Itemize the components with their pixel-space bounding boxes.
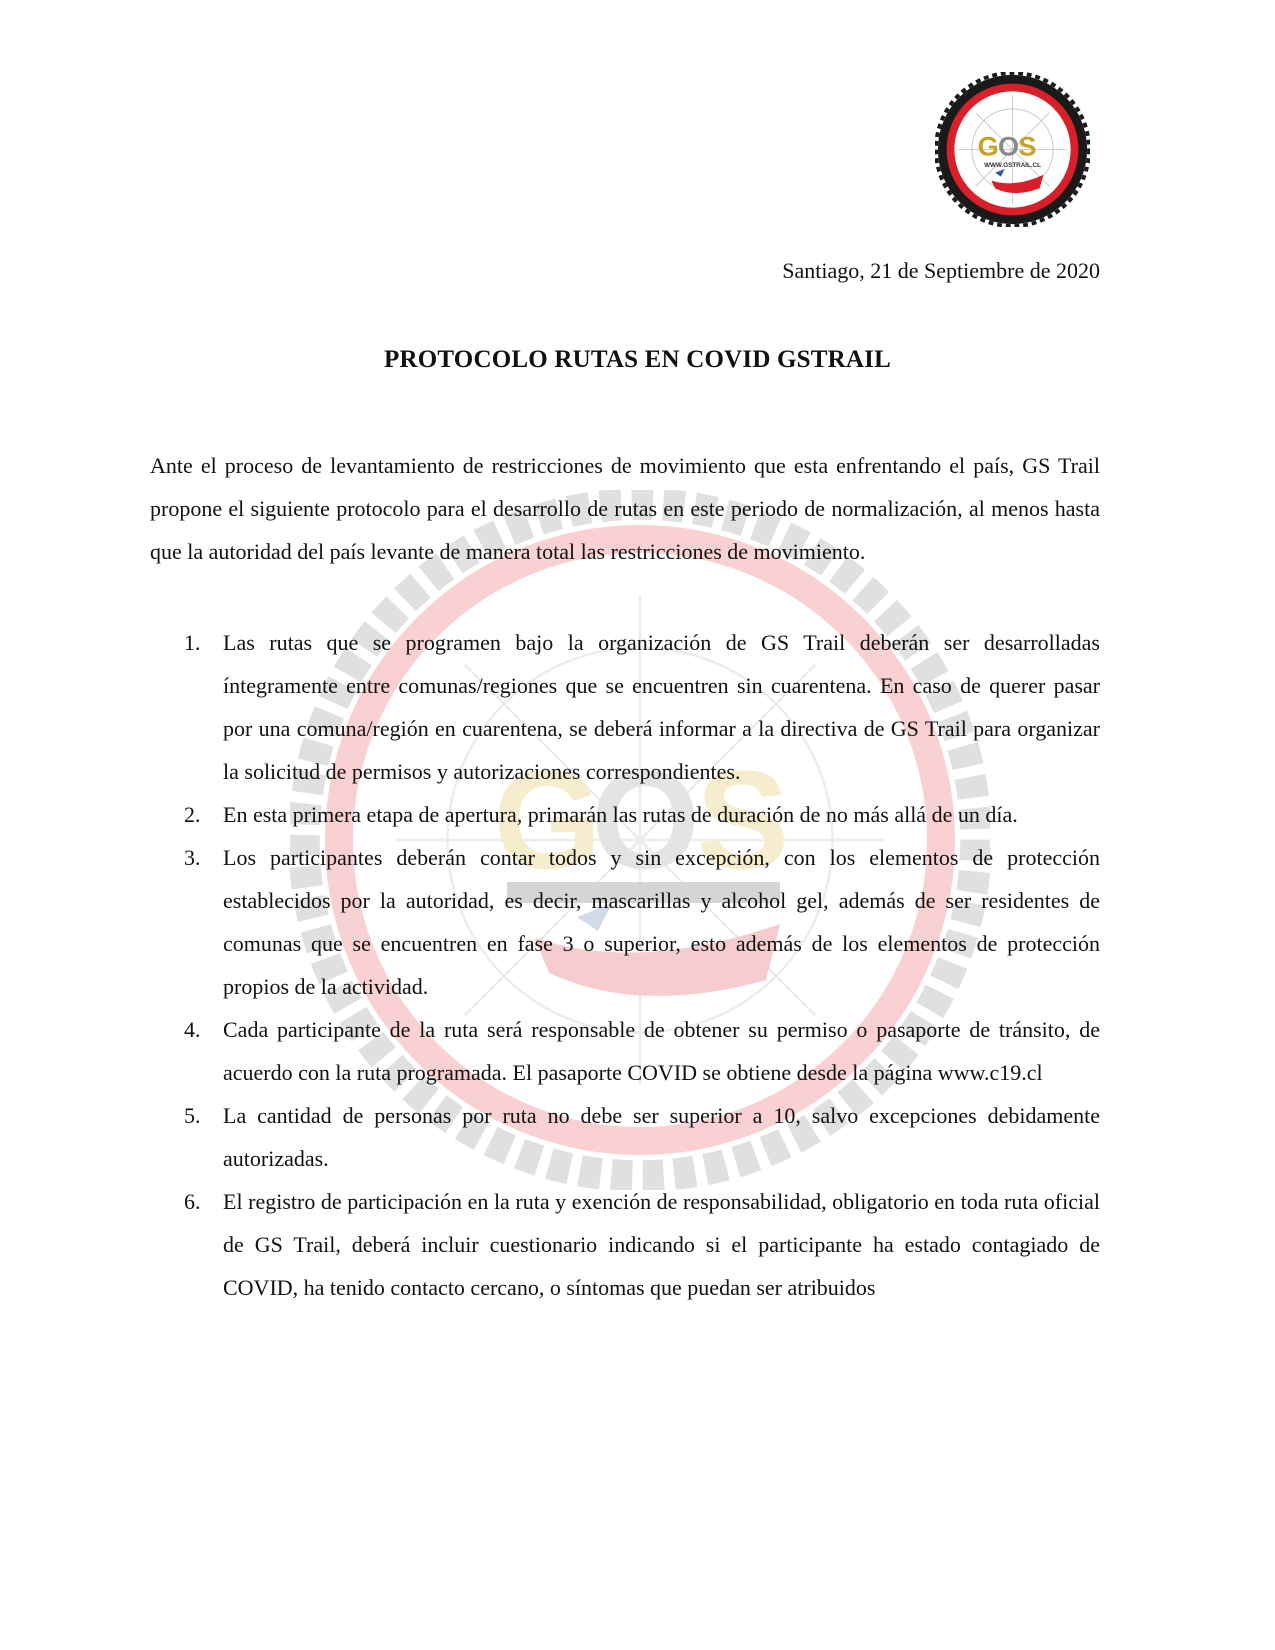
document-date: Santiago, 21 de Septiembre de 2020	[782, 258, 1100, 283]
intro-paragraph: Ante el proceso de levantamiento de restricciones de movimiento que esta enfrentando el país, GS Trail propone el siguiente protocolo para el desarrollo de rutas en este periodo de normalización, al menos hasta que la autoridad del país levante de manera total las restricciones de movimiento.	[150, 453, 1100, 564]
list-item	[150, 836, 1100, 1008]
svg-text:G: G	[493, 741, 602, 898]
list-item-number: 1.	[184, 630, 201, 655]
document-body	[150, 444, 1100, 1309]
list-item-text: La cantidad de personas por ruta no debe ser superior a 10, salvo excepciones debidamente autorizadas.	[223, 1103, 1100, 1171]
list-item-number: 4.	[184, 1017, 201, 1042]
svg-text:O: O	[997, 130, 1020, 162]
gstrail-logo	[935, 72, 1090, 227]
list-item-number: 5.	[184, 1103, 201, 1128]
document-title: PROTOCOLO RUTAS EN COVID GSTRAIL	[384, 346, 891, 373]
list-item	[150, 793, 1100, 836]
list-item	[150, 621, 1100, 793]
logo-url-text: WWW.GSTRAIL.CL	[984, 161, 1041, 169]
svg-text:G: G	[977, 130, 999, 162]
list-item-number: 2.	[184, 802, 201, 827]
list-item-text: Las rutas que se programen bajo la organización de GS Trail deberán ser desarrolladas íntegramente entre comunas/regiones que se encuentren sin cuarentena. En caso de querer pasar por una comuna/región en cuarentena, se deberá informar a la directiva de GS Trail para organizar la solicitud de permisos y autorizaciones correspondientes.	[223, 630, 1100, 784]
list-item-number: 3.	[184, 845, 201, 870]
list-item-text: Cada participante de la ruta será responsable de obtener su permiso o pasaporte de tránsito, de acuerdo con la ruta programada. El pasaporte COVID se obtiene desde la página www.c19.cl	[223, 1017, 1100, 1085]
list-item-text: El registro de participación en la ruta y exención de responsabilidad, obligatorio en toda ruta oficial de GS Trail, deberá incluir cuestionario indicando si el participante ha estado contagiado de COVID, ha tenido contacto cercano, o síntomas que puedan ser atribuidos	[223, 1189, 1100, 1300]
svg-text:S: S	[696, 741, 790, 898]
list-item-number: 6.	[184, 1189, 201, 1214]
list-item	[150, 1180, 1100, 1309]
svg-text:O: O	[591, 741, 700, 898]
protocol-list	[150, 621, 1100, 1309]
list-item	[150, 1008, 1100, 1094]
list-item	[150, 1094, 1100, 1180]
svg-text:S: S	[1018, 130, 1037, 162]
list-item-text: En esta primera etapa de apertura, primarán las rutas de duración de no más allá de un día.	[223, 802, 1018, 827]
list-item-text: Los participantes deberán contar todos y sin excepción, con los elementos de protección establecidos por la autoridad, es decir, mascarillas y alcohol gel, además de ser residentes de comunas que se encuentren en fase 3 o superior, esto además de los elementos de protección propios de la actividad.	[223, 845, 1100, 999]
